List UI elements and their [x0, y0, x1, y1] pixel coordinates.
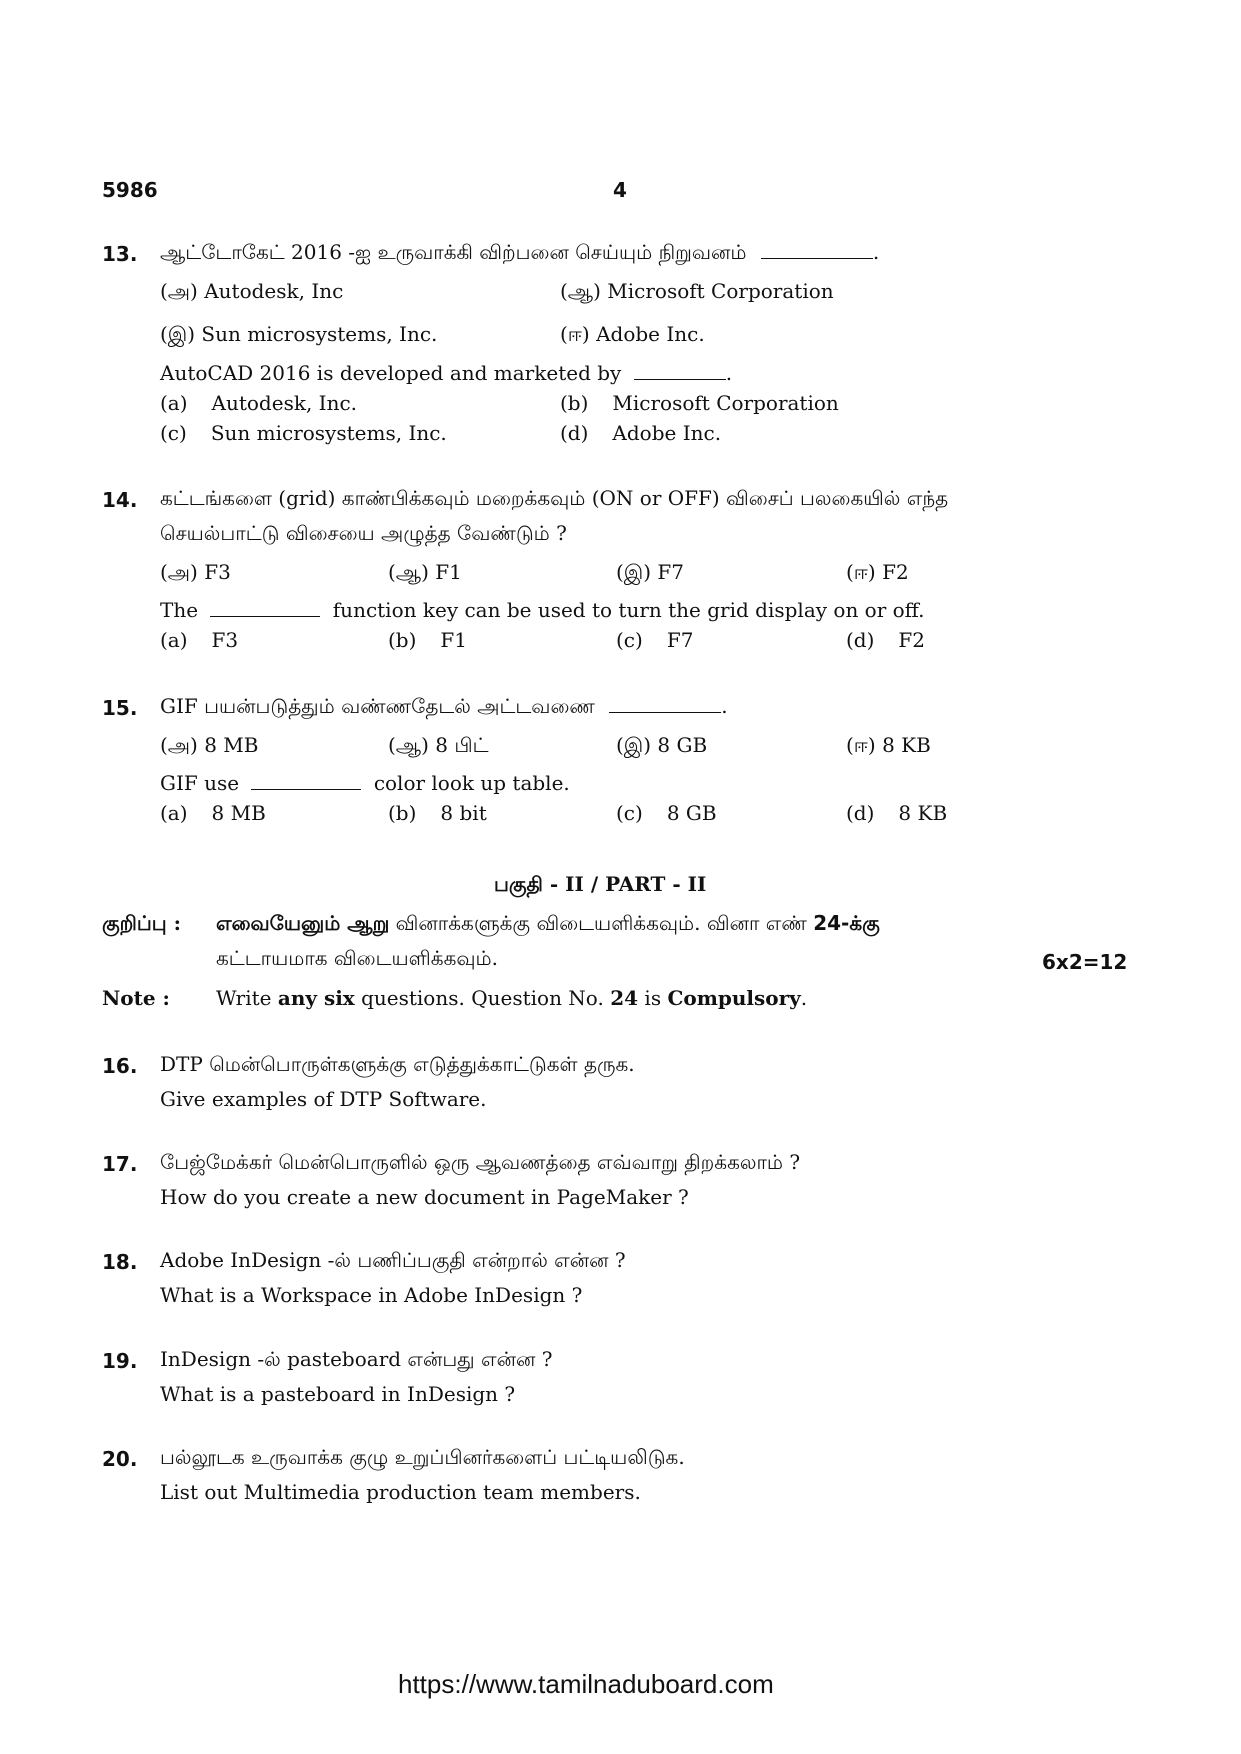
question-text-english — [160, 598, 925, 622]
option-label: (a) — [160, 801, 188, 825]
question-number: 15. — [102, 696, 138, 720]
option-c — [616, 628, 693, 652]
option-d-tamil — [846, 560, 909, 587]
option-text: F1 — [435, 560, 462, 584]
period: . — [725, 361, 733, 385]
question-text-tamil: InDesign -ல் pasteboard என்பது என்ன ? — [160, 1347, 553, 1371]
question-number: 13. — [102, 242, 138, 266]
note-emphasis: 24-க்கு — [813, 911, 880, 935]
option-label: (d) — [846, 801, 875, 825]
option-a-tamil — [160, 733, 258, 760]
part-heading-english: PART - II — [605, 872, 707, 896]
question-text-english: How do you create a new document in PageMaker ? — [160, 1185, 689, 1209]
option-label: (அ) — [160, 279, 198, 303]
option-text: F2 — [898, 628, 926, 652]
option-label: (d) — [560, 421, 589, 445]
option-text: 8 GB — [666, 801, 717, 825]
question-text-tamil: பல்லூடக உருவாக்க குழு உறுப்பினர்களைப் பட்டியலிடுக. — [160, 1445, 685, 1469]
english-text: AutoCAD 2016 is developed and marketed by — [160, 361, 622, 385]
option-text: Adobe Inc. — [596, 322, 705, 346]
note-text: வினாக்களுக்கு விடையளிக்கவும். வினா எண் — [395, 911, 807, 935]
option-label: (அ) — [160, 733, 198, 757]
option-text: Autodesk, Inc — [204, 279, 344, 303]
note-emphasis: Compulsory — [667, 986, 801, 1010]
option-text: 8 bit — [440, 801, 487, 825]
answer-blank — [761, 240, 873, 259]
option-text: F3 — [211, 628, 239, 652]
option-text: 8 KB — [882, 733, 931, 757]
question-text-english — [160, 361, 732, 385]
question-text-english: Give examples of DTP Software. — [160, 1087, 487, 1111]
option-label: (இ) — [616, 733, 652, 757]
option-label: (ஆ) — [560, 279, 601, 303]
option-a-tamil — [160, 560, 231, 587]
option-label: (இ) — [616, 560, 652, 584]
option-text: Adobe Inc. — [612, 421, 722, 445]
option-text: Sun microsystems, Inc. — [210, 421, 447, 445]
option-a — [160, 391, 357, 415]
question-number: 18. — [102, 1250, 138, 1274]
english-text: The — [160, 598, 199, 622]
period: . — [872, 240, 880, 264]
option-a-tamil — [160, 279, 343, 306]
option-c — [160, 421, 447, 445]
page-number: 4 — [613, 178, 627, 202]
option-text: 8 பிட் — [435, 733, 489, 757]
question-number: 14. — [102, 488, 138, 512]
option-text: Microsoft Corporation — [612, 391, 839, 415]
option-text: F7 — [657, 560, 685, 584]
note-emphasis: எவையேனும் ஆறு — [216, 911, 390, 935]
question-text-english: What is a pasteboard in InDesign ? — [160, 1382, 516, 1406]
note-emphasis: 24 — [610, 986, 639, 1010]
answer-blank — [634, 361, 726, 380]
option-label: (c) — [160, 421, 187, 445]
option-label: (ஆ) — [388, 733, 429, 757]
option-text: Sun microsystems, Inc. — [201, 322, 438, 346]
option-a — [160, 801, 266, 825]
option-d — [846, 628, 925, 652]
option-c-tamil — [616, 560, 684, 587]
note-text-english — [216, 986, 807, 1010]
option-c-tamil — [616, 733, 707, 760]
question-text-tamil-line1: கட்டங்களை (grid) காண்பிக்கவும் மறைக்கவும் (ON or OFF) விசைப் பலகையில் எந்த — [160, 486, 949, 510]
option-label: (அ) — [160, 560, 198, 584]
option-text: 8 GB — [657, 733, 708, 757]
option-text: F2 — [882, 560, 909, 584]
marks-allocation: 6x2=12 — [1042, 950, 1128, 974]
paper-code: 5986 — [102, 178, 158, 202]
option-text: F1 — [440, 628, 468, 652]
option-c — [616, 801, 717, 825]
option-text: Autodesk, Inc. — [211, 391, 358, 415]
option-text: F7 — [666, 628, 694, 652]
option-a — [160, 628, 238, 652]
option-b — [560, 391, 839, 415]
note-text: questions. Question No. — [361, 986, 604, 1010]
note-text: Write — [216, 986, 272, 1010]
note-text: is — [644, 986, 662, 1010]
option-label: (ஆ) — [388, 560, 429, 584]
option-label: (ஈ) — [846, 560, 876, 584]
question-number: 19. — [102, 1349, 138, 1373]
answer-blank — [210, 598, 320, 617]
option-label: (b) — [388, 628, 417, 652]
note-label: Note : — [102, 986, 170, 1010]
part-heading — [494, 872, 706, 899]
option-text: F3 — [204, 560, 231, 584]
option-b-tamil — [560, 279, 834, 306]
question-text-english: List out Multimedia production team members. — [160, 1480, 641, 1504]
option-b — [388, 801, 487, 825]
option-d-tamil — [560, 322, 705, 349]
option-text: 8 MB — [204, 733, 259, 757]
period: . — [800, 986, 808, 1010]
option-label: (a) — [160, 391, 188, 415]
tamil-text: GIF பயன்படுத்தும் வண்ணதேடல் அட்டவணை — [160, 694, 595, 718]
option-text: Microsoft Corporation — [607, 279, 834, 303]
option-c-tamil — [160, 322, 437, 349]
question-text-tamil: Adobe InDesign -ல் பணிப்பகுதி என்றால் என்ன ? — [160, 1248, 626, 1272]
option-label: (a) — [160, 628, 188, 652]
option-d — [560, 421, 721, 445]
option-label: (ஈ) — [560, 322, 590, 346]
question-text-tamil — [160, 694, 728, 721]
answer-blank — [251, 771, 361, 790]
option-label: (இ) — [160, 322, 196, 346]
note-emphasis: any six — [277, 986, 355, 1010]
option-b-tamil — [388, 733, 489, 760]
option-b-tamil — [388, 560, 462, 587]
english-text: GIF use — [160, 771, 240, 795]
question-text-tamil: பேஜ்மேக்கர் மென்பொருளில் ஒரு ஆவணத்தை எவ்வாறு திறக்கலாம் ? — [160, 1150, 801, 1174]
english-text: function key can be used to turn the grid display on or off. — [332, 598, 925, 622]
question-text-tamil — [160, 240, 879, 267]
note-text-tamil-line1 — [216, 911, 880, 938]
option-text: 8 MB — [211, 801, 266, 825]
option-d-tamil — [846, 733, 931, 760]
option-text: 8 KB — [898, 801, 948, 825]
option-label: (d) — [846, 628, 875, 652]
question-text-english — [160, 771, 570, 795]
option-label: (c) — [616, 801, 643, 825]
answer-blank — [609, 694, 721, 713]
note-label-tamil: குறிப்பு : — [102, 911, 181, 935]
option-label: (b) — [560, 391, 589, 415]
note-text-tamil-line2: கட்டாயமாக விடையளிக்கவும். — [216, 946, 498, 970]
option-b — [388, 628, 467, 652]
question-text-tamil-line2: செயல்பாட்டு விசையை அழுத்த வேண்டும் ? — [160, 521, 567, 545]
question-number: 17. — [102, 1152, 138, 1176]
period: . — [721, 694, 728, 718]
question-number: 20. — [102, 1447, 138, 1471]
question-number: 16. — [102, 1054, 138, 1078]
option-label: (ஈ) — [846, 733, 876, 757]
english-text: color look up table. — [373, 771, 570, 795]
option-label: (c) — [616, 628, 643, 652]
part-heading-tamil: பகுதி — [494, 872, 543, 896]
part-heading-separator: - II / — [549, 872, 599, 896]
option-d — [846, 801, 947, 825]
question-text-tamil: DTP மென்பொருள்களுக்கு எடுத்துக்காட்டுகள் தருக. — [160, 1052, 635, 1076]
option-label: (b) — [388, 801, 417, 825]
tamil-text: ஆட்டோகேட் 2016 -ஐ உருவாக்கி விற்பனை செய்யும் நிறுவனம் — [160, 240, 747, 264]
footer-url-link[interactable]: https://www.tamilnaduboard.com — [398, 1669, 774, 1699]
question-text-english: What is a Workspace in Adobe InDesign ? — [160, 1283, 583, 1307]
